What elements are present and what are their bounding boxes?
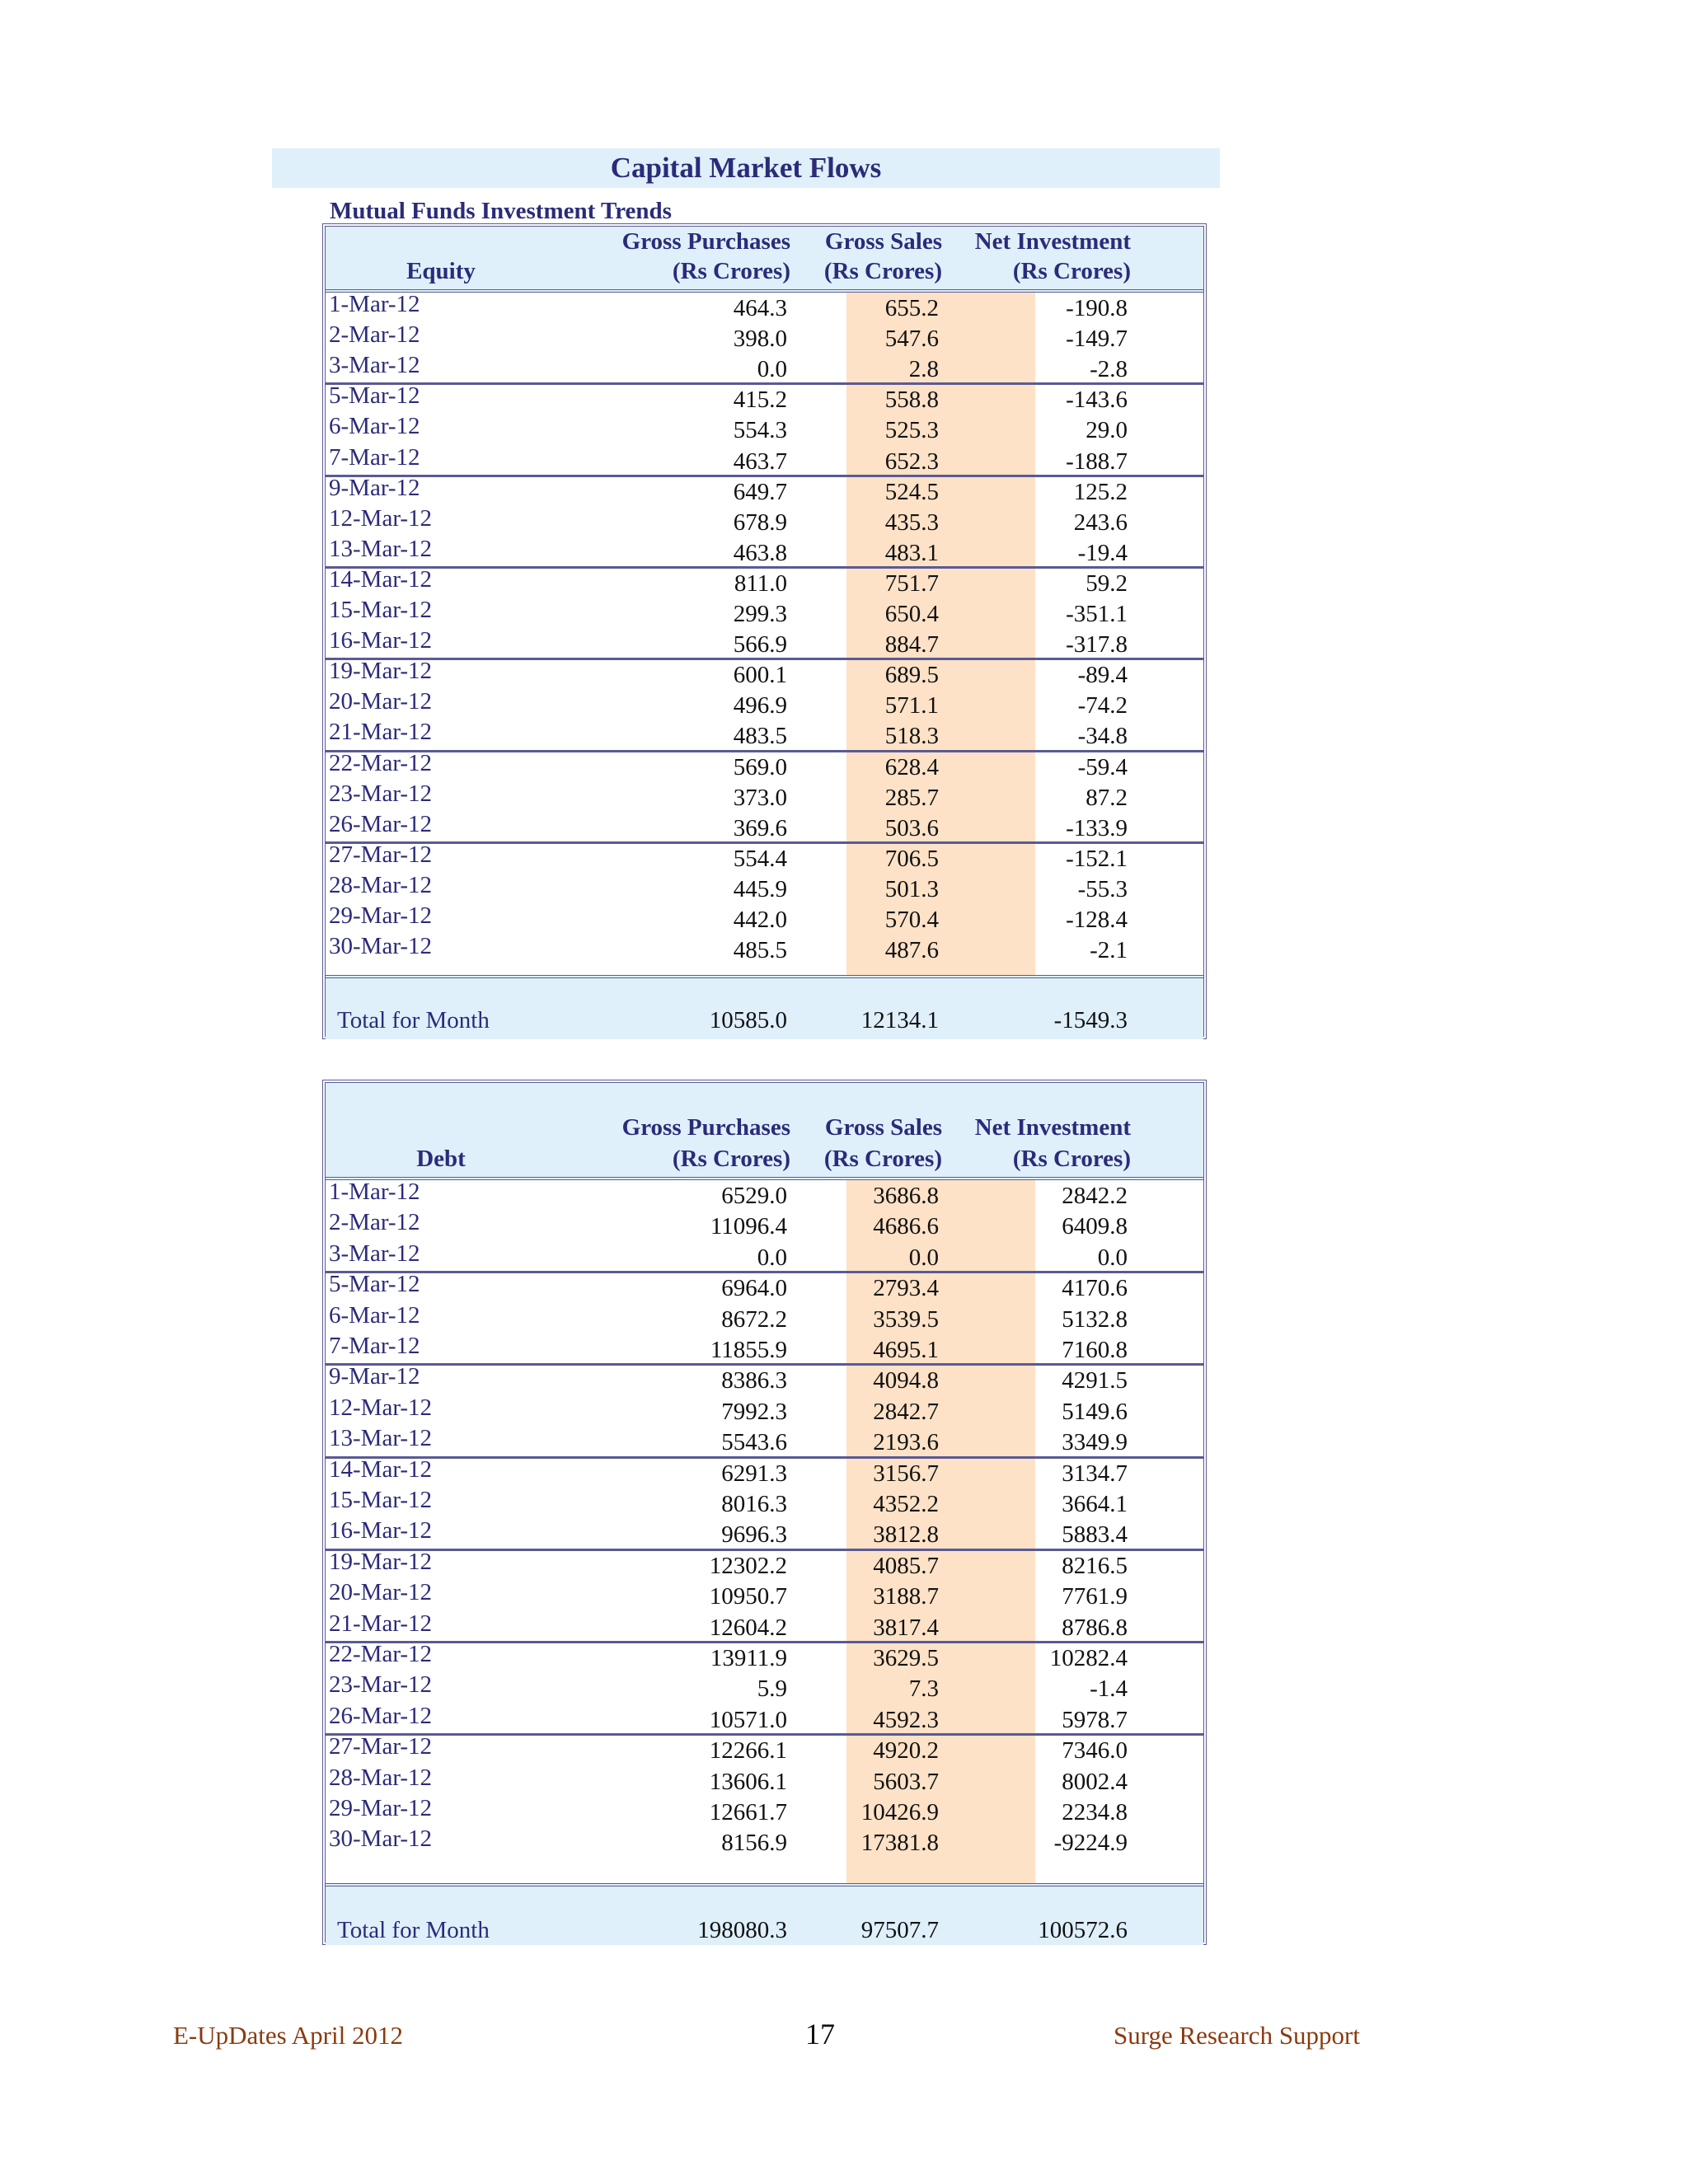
row-gross-sales: 3812.8 [873,1521,939,1549]
row-gross-sales: 0.0 [908,1244,939,1271]
row-gross-sales: 558.8 [884,387,939,414]
row-gross-sales: 884.7 [884,631,939,658]
row-gross-sales: 2193.6 [873,1429,939,1456]
row-net-investment: 3349.9 [1062,1429,1128,1456]
row-gross-sales: 435.3 [884,509,939,536]
row-gross-sales: 4695.1 [873,1337,939,1363]
total-gross-sales: 12134.1 [860,1007,939,1034]
row-net-investment: -2.1 [1090,937,1128,964]
total-net-investment: -1549.3 [1053,1007,1128,1034]
row-net-investment: 125.2 [1073,478,1128,505]
row-net-investment: -351.1 [1066,601,1128,627]
row-date: 2-Mar-12 [329,321,420,349]
table-row [326,690,1203,720]
row-gross-purchases: 9696.3 [721,1521,787,1549]
row-gross-sales: 570.4 [884,907,939,933]
row-net-investment: 0.0 [1097,1244,1128,1271]
row-net-investment: 6409.8 [1062,1213,1128,1240]
row-date: 30-Mar-12 [329,1825,433,1853]
row-gross-sales: 10426.9 [860,1799,939,1825]
table-row [326,293,1203,323]
row-date: 13-Mar-12 [329,535,433,562]
row-date: 29-Mar-12 [329,902,433,929]
table-row [326,415,1203,445]
row-gross-purchases: 445.9 [733,875,787,902]
row-gross-purchases: 415.2 [733,387,787,414]
table-row [326,323,1203,354]
table-row [326,1455,1203,1488]
row-date: 2-Mar-12 [329,1209,420,1236]
footer-left: E-UpDates April 2012 [173,2021,403,2050]
table-row [326,720,1203,751]
row-gross-sales: 524.5 [884,478,939,505]
table-row [326,629,1203,659]
table-row [326,1673,1203,1704]
equity-table [322,223,1207,1039]
row-gross-purchases: 554.4 [733,845,787,872]
table-row [326,1334,1203,1365]
row-gross-purchases: 5543.6 [721,1429,787,1456]
row-gross-purchases: 569.0 [733,753,787,780]
col-header-gross-sales: Gross Sales [824,1114,942,1141]
row-gross-sales: 501.3 [884,875,939,902]
table-row [326,904,1203,935]
table-row [326,1766,1203,1797]
page-title: Capital Market Flows [610,152,882,184]
row-gross-purchases: 7992.3 [721,1398,787,1425]
table-row [326,843,1203,874]
row-gross-purchases: 483.5 [733,723,787,750]
row-date: 3-Mar-12 [329,352,420,379]
row-gross-sales: 2793.4 [873,1275,939,1302]
row-net-investment: 5978.7 [1062,1706,1128,1733]
row-net-investment: -128.4 [1066,907,1128,933]
row-net-investment: -133.9 [1066,814,1128,841]
row-gross-purchases: 496.9 [733,692,787,719]
total-label: Total for Month [337,1007,490,1034]
row-gross-purchases: 6964.0 [721,1275,787,1302]
col-header-net-investment: Net Investment [974,1114,1131,1141]
table-row [326,1427,1203,1457]
table-row [326,749,1203,782]
row-net-investment: 59.2 [1085,569,1128,597]
row-date: 29-Mar-12 [329,1795,433,1821]
row-net-investment: 7160.8 [1062,1337,1128,1363]
row-date: 19-Mar-12 [329,1548,433,1575]
col-header-gross-purchases: Gross Purchases [621,1114,790,1141]
row-net-investment: -19.4 [1077,539,1128,566]
row-gross-sales: 706.5 [884,845,939,872]
table-row [326,1180,1203,1211]
table-row [326,476,1203,507]
row-gross-sales: 652.3 [884,448,939,475]
row-date: 5-Mar-12 [329,382,420,410]
row-gross-purchases: 6291.3 [721,1460,787,1487]
row-date: 15-Mar-12 [329,597,433,623]
row-date: 22-Mar-12 [329,749,433,776]
row-gross-sales: 2.8 [908,356,939,383]
row-gross-purchases: 12661.7 [709,1799,787,1825]
total-net-investment: 100572.6 [1038,1916,1128,1943]
table-row [326,659,1203,690]
row-net-investment: 87.2 [1085,784,1128,811]
table-row [326,1827,1203,1858]
row-gross-purchases: 566.9 [733,631,787,658]
col-unit-gross-sales: (Rs Crores) [823,258,942,284]
row-date: 16-Mar-12 [329,1517,433,1544]
row-gross-purchases: 6529.0 [721,1183,787,1209]
row-date: 6-Mar-12 [329,1301,420,1329]
col-header-gross-sales: Gross Sales [824,228,942,255]
table-row [326,1735,1203,1765]
row-gross-sales: 3539.5 [873,1305,939,1333]
col-unit-net-investment: (Rs Crores) [1012,258,1131,284]
row-gross-purchases: 373.0 [733,784,787,811]
row-gross-sales: 5603.7 [873,1768,939,1795]
table-row [326,1643,1203,1673]
col-header-gross-purchases: Gross Purchases [621,228,790,255]
row-date: 3-Mar-12 [329,1240,420,1267]
table-row [326,1242,1203,1272]
row-gross-sales: 655.2 [884,295,939,321]
row-net-investment: 10282.4 [1049,1645,1128,1671]
row-gross-purchases: 649.7 [733,478,787,505]
table-row [326,871,1203,904]
table-row [326,1211,1203,1241]
row-date: 26-Mar-12 [329,1702,433,1729]
row-gross-sales: 4686.6 [873,1213,939,1240]
row-net-investment: -152.1 [1066,845,1128,872]
table-row [326,1519,1203,1549]
row-gross-purchases: 8016.3 [721,1491,787,1517]
row-gross-purchases: 554.3 [733,417,787,444]
row-net-investment: -190.8 [1066,295,1128,321]
row-net-investment: 7346.0 [1062,1737,1128,1765]
row-date: 9-Mar-12 [329,1363,420,1390]
col-header-net-investment: Net Investment [974,228,1131,255]
table-label: Equity [406,258,476,284]
row-gross-sales: 487.6 [884,937,939,964]
footer-right: Surge Research Support [1113,2021,1360,2050]
row-net-investment: 5149.6 [1062,1398,1128,1425]
table-row [326,598,1203,629]
table-row [326,1550,1203,1581]
row-gross-sales: 4085.7 [873,1552,939,1579]
col-unit-gross-purchases: (Rs Crores) [672,1146,790,1172]
row-gross-purchases: 12266.1 [709,1737,787,1765]
row-net-investment: -317.8 [1066,631,1128,658]
row-gross-sales: 4094.8 [873,1367,939,1394]
row-net-investment: 5132.8 [1062,1305,1128,1333]
table-row [326,354,1203,384]
row-date: 20-Mar-12 [329,688,433,715]
row-date: 14-Mar-12 [329,565,433,593]
row-date: 12-Mar-12 [329,504,433,532]
row-date: 6-Mar-12 [329,413,420,440]
table-row [326,1301,1203,1334]
row-gross-purchases: 10950.7 [709,1583,787,1610]
row-gross-purchases: 299.3 [733,601,787,627]
total-gross-sales: 97507.7 [860,1916,939,1943]
table-row [326,1272,1203,1303]
row-net-investment: 4170.6 [1062,1275,1128,1302]
table-row [326,443,1203,476]
row-date: 9-Mar-12 [329,474,420,501]
row-gross-sales: 525.3 [884,417,939,444]
row-net-investment: -1.4 [1090,1675,1128,1703]
debt-table [322,1080,1207,1945]
row-gross-purchases: 0.0 [757,356,787,383]
total-label: Total for Month [337,1916,490,1943]
row-net-investment: 7761.9 [1062,1583,1128,1610]
col-unit-gross-sales: (Rs Crores) [823,1146,942,1172]
row-date: 7-Mar-12 [329,1333,420,1359]
table-row [326,384,1203,415]
row-net-investment: 3134.7 [1062,1460,1128,1487]
table-row [326,537,1203,568]
row-net-investment: -2.8 [1090,356,1128,383]
row-net-investment: -89.4 [1077,662,1128,689]
row-gross-sales: 689.5 [884,662,939,689]
row-net-investment: -149.7 [1066,326,1128,353]
table-row [326,504,1203,537]
table-label: Debt [416,1146,466,1172]
row-net-investment: 29.0 [1085,417,1128,444]
row-net-investment: -143.6 [1066,387,1128,414]
row-gross-purchases: 678.9 [733,509,787,536]
total-gross-purchases: 198080.3 [697,1916,787,1943]
row-date: 27-Mar-12 [329,841,433,868]
row-gross-sales: 4592.3 [873,1706,939,1733]
row-gross-sales: 3817.4 [873,1614,939,1641]
row-date: 14-Mar-12 [329,1455,433,1483]
row-gross-purchases: 12302.2 [709,1552,787,1579]
row-date: 5-Mar-12 [329,1271,420,1298]
row-gross-purchases: 8386.3 [721,1367,787,1394]
row-gross-sales: 2842.7 [873,1398,939,1425]
row-net-investment: 8216.5 [1062,1552,1128,1579]
row-net-investment: -74.2 [1077,692,1128,719]
row-gross-purchases: 13911.9 [710,1645,787,1671]
row-gross-sales: 571.1 [884,692,939,719]
row-gross-sales: 3188.7 [873,1583,939,1610]
table-row [326,1612,1203,1643]
row-gross-sales: 4352.2 [873,1491,939,1517]
table-row [326,1581,1203,1611]
row-date: 16-Mar-12 [329,627,433,654]
row-net-investment: 2842.2 [1062,1183,1128,1209]
table-row [326,1488,1203,1519]
row-gross-purchases: 485.5 [733,937,787,964]
row-gross-purchases: 11096.4 [710,1213,787,1240]
row-date: 12-Mar-12 [329,1394,433,1421]
row-date: 15-Mar-12 [329,1487,433,1513]
row-gross-purchases: 463.8 [733,539,787,566]
row-date: 27-Mar-12 [329,1733,433,1760]
row-date: 1-Mar-12 [329,291,420,317]
row-gross-purchases: 13606.1 [709,1768,787,1795]
row-net-investment: 4291.5 [1062,1367,1128,1394]
row-gross-purchases: 11855.9 [710,1337,787,1363]
row-gross-purchases: 0.0 [757,1244,787,1271]
row-gross-sales: 547.6 [884,326,939,353]
table-row [326,1797,1203,1827]
page-number: 17 [805,2018,835,2050]
row-date: 20-Mar-12 [329,1579,433,1606]
row-gross-sales: 518.3 [884,723,939,750]
row-gross-sales: 285.7 [884,784,939,811]
section-subtitle: Mutual Funds Investment Trends [330,198,672,224]
row-gross-purchases: 464.3 [733,295,787,321]
row-date: 22-Mar-12 [329,1641,433,1667]
row-date: 28-Mar-12 [329,1764,433,1791]
row-net-investment: -9224.9 [1053,1830,1128,1857]
row-net-investment: 243.6 [1073,509,1128,536]
row-gross-purchases: 463.7 [733,448,787,475]
table-row [326,1396,1203,1427]
row-date: 1-Mar-12 [329,1179,420,1205]
row-net-investment: 5883.4 [1062,1521,1128,1549]
row-gross-sales: 503.6 [884,814,939,841]
row-gross-purchases: 811.0 [734,569,787,597]
row-net-investment: 3664.1 [1062,1491,1128,1517]
row-gross-purchases: 12604.2 [709,1614,787,1641]
row-net-investment: 2234.8 [1062,1799,1128,1825]
row-date: 21-Mar-12 [329,719,433,746]
col-unit-net-investment: (Rs Crores) [1012,1146,1131,1172]
row-gross-purchases: 600.1 [733,662,787,689]
row-gross-sales: 483.1 [884,539,939,566]
table-row [326,1365,1203,1395]
row-gross-sales: 3686.8 [873,1183,939,1209]
row-gross-purchases: 369.6 [733,814,787,841]
row-date: 28-Mar-12 [329,871,433,898]
table-row [326,1704,1203,1735]
table-row [326,935,1203,965]
row-gross-sales: 7.3 [908,1675,939,1703]
row-gross-sales: 4920.2 [873,1737,939,1765]
row-net-investment: -59.4 [1077,753,1128,780]
row-gross-purchases: 442.0 [733,907,787,933]
row-gross-sales: 650.4 [884,601,939,627]
row-net-investment: -55.3 [1077,875,1128,902]
row-date: 13-Mar-12 [329,1425,433,1452]
row-gross-purchases: 398.0 [733,326,787,353]
row-net-investment: -34.8 [1077,723,1128,750]
row-date: 19-Mar-12 [329,658,433,685]
row-date: 7-Mar-12 [329,443,420,471]
row-date: 26-Mar-12 [329,810,433,837]
row-date: 23-Mar-12 [329,1671,433,1699]
row-gross-purchases: 10571.0 [709,1706,787,1733]
table-row [326,565,1203,598]
row-date: 30-Mar-12 [329,933,433,960]
row-gross-sales: 3629.5 [873,1645,939,1671]
row-date: 21-Mar-12 [329,1610,433,1637]
row-gross-sales: 628.4 [884,753,939,780]
total-gross-purchases: 10585.0 [709,1007,787,1034]
table-row [326,810,1203,843]
row-date: 23-Mar-12 [329,780,433,807]
col-unit-gross-purchases: (Rs Crores) [672,258,790,284]
row-gross-sales: 751.7 [884,569,939,597]
row-gross-sales: 17381.8 [860,1830,939,1857]
row-net-investment: 8786.8 [1062,1614,1128,1641]
row-net-investment: 8002.4 [1062,1768,1128,1795]
table-row [326,782,1203,813]
row-gross-purchases: 8672.2 [721,1305,787,1333]
row-net-investment: -188.7 [1066,448,1128,475]
row-gross-purchases: 5.9 [757,1675,787,1703]
row-gross-sales: 3156.7 [873,1460,939,1487]
row-gross-purchases: 8156.9 [721,1830,787,1857]
